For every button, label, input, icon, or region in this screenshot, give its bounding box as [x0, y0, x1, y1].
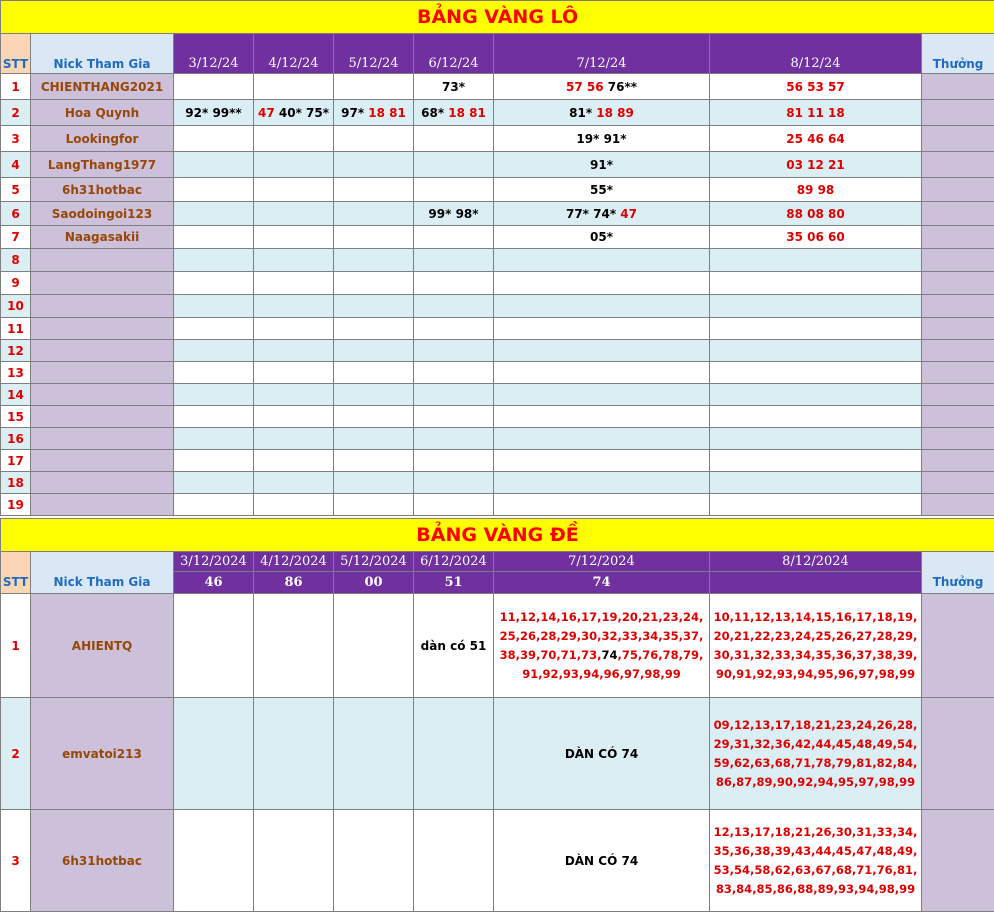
- pick-cell: [414, 295, 494, 318]
- de-leaderboard-table: [0, 518, 994, 912]
- cell-fragment: 77* 74*: [565, 206, 617, 221]
- player-nick: [31, 318, 174, 340]
- pick-cell: [334, 202, 414, 226]
- player-nick: [31, 406, 174, 428]
- table-row: [1, 428, 994, 450]
- pick-cell: [414, 152, 494, 178]
- cell-fragment: 11,12,14,16,17,19,20,21,23,24,25,26,28,29,30,32,33,34,35,37,38,39,70,71,73,: [499, 609, 704, 662]
- pick-cell: [174, 450, 254, 472]
- prize-header: Thưởng: [922, 34, 994, 74]
- cell-fragment: 12,13,17,18,21,26,30,31,33,34,35,36,38,39,43,44,45,47,48,49,53,54,58,62,63,67,68,71,76,81,83,84,85,86,88,89,93,94,98,99: [713, 824, 918, 896]
- result-value: 46: [174, 572, 254, 594]
- pick-cell: [414, 126, 494, 152]
- table-row: [1, 384, 994, 406]
- row-number: 11: [1, 318, 31, 340]
- cell-fragment: 81 11 18: [786, 105, 845, 120]
- pick-cell: [494, 318, 710, 340]
- pick-cell: [254, 152, 334, 178]
- table-row: [1, 450, 994, 472]
- pick-cell: [414, 472, 494, 494]
- pick-cell: [174, 178, 254, 202]
- pick-cell: [174, 494, 254, 516]
- pick-cell: [710, 340, 922, 362]
- prize-cell: [922, 152, 994, 178]
- row-number: 3: [1, 126, 31, 152]
- row-number: 16: [1, 428, 31, 450]
- player-nick: Hoa Quynh: [31, 100, 174, 126]
- pick-cell: [334, 698, 414, 810]
- cell-fragment: 57 56: [565, 79, 604, 94]
- pick-cell: [174, 100, 254, 126]
- pick-cell: [494, 100, 710, 126]
- pick-cell: [494, 698, 710, 810]
- pick-cell: [414, 406, 494, 428]
- row-number: 9: [1, 272, 31, 295]
- pick-cell: [254, 272, 334, 295]
- table-row: [1, 100, 994, 126]
- pick-cell: [334, 295, 414, 318]
- table-row: [1, 472, 994, 494]
- table-row: [1, 340, 994, 362]
- pick-cell: [414, 318, 494, 340]
- player-nick: 6h31hotbac: [31, 810, 174, 912]
- pick-cell: [174, 340, 254, 362]
- date-header: 3/12/24: [174, 34, 254, 74]
- table-row: [1, 226, 994, 249]
- pick-cell: [494, 249, 710, 272]
- pick-cell: [494, 202, 710, 226]
- cell-fragment: 18 89: [592, 105, 634, 120]
- date-header: 8/12/2024: [710, 552, 922, 572]
- pick-cell: [254, 178, 334, 202]
- date-header: 7/12/24: [494, 34, 710, 74]
- cell-fragment: ,75,76,78,79,91,92,93,94,96,97,98,99: [522, 647, 704, 681]
- pick-cell: [254, 318, 334, 340]
- pick-cell: [710, 594, 922, 698]
- cell-fragment: DÀN CÓ 74: [564, 746, 639, 761]
- pick-cell: [174, 810, 254, 912]
- cell-fragment: 88 08 80: [786, 206, 845, 221]
- table-row: [1, 406, 994, 428]
- pick-cell: [710, 100, 922, 126]
- row-number: 14: [1, 384, 31, 406]
- table-row: [1, 594, 994, 698]
- pick-cell: [494, 472, 710, 494]
- pick-cell: [710, 152, 922, 178]
- cell-fragment: 25 46 64: [786, 131, 845, 146]
- row-number: 6: [1, 202, 31, 226]
- pick-cell: [174, 295, 254, 318]
- pick-cell: [710, 450, 922, 472]
- result-value: 74: [494, 572, 710, 594]
- row-number: 19: [1, 494, 31, 516]
- table-row: [1, 249, 994, 272]
- pick-cell: [710, 272, 922, 295]
- pick-cell: [254, 100, 334, 126]
- pick-cell: [414, 698, 494, 810]
- row-number: 15: [1, 406, 31, 428]
- pick-cell: [494, 428, 710, 450]
- date-header: 6/12/24: [414, 34, 494, 74]
- prize-cell: [922, 178, 994, 202]
- pick-cell: [334, 472, 414, 494]
- row-number: 5: [1, 178, 31, 202]
- result-value: 00: [334, 572, 414, 594]
- pick-cell: [494, 152, 710, 178]
- lo-title: BẢNG VÀNG LÔ: [1, 1, 994, 34]
- pick-cell: [414, 384, 494, 406]
- date-header: 5/12/24: [334, 34, 414, 74]
- cell-fragment: 47: [257, 105, 275, 120]
- pick-cell: [414, 249, 494, 272]
- row-number: 10: [1, 295, 31, 318]
- pick-cell: [254, 698, 334, 810]
- pick-cell: [334, 810, 414, 912]
- player-nick: [31, 340, 174, 362]
- cell-fragment: 73*: [442, 79, 465, 94]
- table-row: [1, 152, 994, 178]
- pick-cell: [710, 74, 922, 100]
- pick-cell: [414, 226, 494, 249]
- pick-cell: [174, 318, 254, 340]
- pick-cell: [334, 226, 414, 249]
- cell-fragment: 05*: [590, 230, 613, 244]
- prize-cell: [922, 450, 994, 472]
- result-value: 51: [414, 572, 494, 594]
- row-number: 4: [1, 152, 31, 178]
- pick-cell: [174, 126, 254, 152]
- pick-cell: [334, 340, 414, 362]
- cell-fragment: 18 81: [364, 105, 406, 120]
- date-header: 4/12/24: [254, 34, 334, 74]
- prize-cell: [922, 698, 994, 810]
- player-nick: CHIENTHANG2021: [31, 74, 174, 100]
- pick-cell: [254, 126, 334, 152]
- pick-cell: [174, 698, 254, 810]
- pick-cell: [334, 178, 414, 202]
- player-nick: [31, 450, 174, 472]
- prize-cell: [922, 100, 994, 126]
- player-nick: [31, 472, 174, 494]
- pick-cell: [334, 100, 414, 126]
- pick-cell: [254, 74, 334, 100]
- pick-cell: [414, 450, 494, 472]
- player-nick: Lookingfor: [31, 126, 174, 152]
- player-nick: LangThang1977: [31, 152, 174, 178]
- result-value: [710, 572, 922, 594]
- pick-cell: [710, 406, 922, 428]
- cell-fragment: 55*: [590, 182, 613, 197]
- pick-cell: [710, 362, 922, 384]
- table-row: [1, 698, 994, 810]
- table-row: [1, 494, 994, 516]
- prize-cell: [922, 406, 994, 428]
- player-nick: AHIENTQ: [31, 594, 174, 698]
- pick-cell: [710, 249, 922, 272]
- row-number: 8: [1, 249, 31, 272]
- prize-cell: [922, 74, 994, 100]
- player-nick: [31, 249, 174, 272]
- pick-cell: [174, 472, 254, 494]
- pick-cell: [174, 226, 254, 249]
- pick-cell: [334, 428, 414, 450]
- prize-cell: [922, 594, 994, 698]
- pick-cell: [254, 226, 334, 249]
- pick-cell: [254, 362, 334, 384]
- pick-cell: [494, 594, 710, 698]
- pick-cell: [494, 295, 710, 318]
- pick-cell: [710, 202, 922, 226]
- player-nick: [31, 272, 174, 295]
- date-header: 5/12/2024: [334, 552, 414, 572]
- pick-cell: [174, 272, 254, 295]
- pick-cell: [174, 74, 254, 100]
- table-row: [1, 810, 994, 912]
- prize-cell: [922, 340, 994, 362]
- pick-cell: [254, 594, 334, 698]
- pick-cell: [254, 384, 334, 406]
- cell-fragment: 35 06 60: [786, 230, 845, 244]
- pick-cell: [710, 428, 922, 450]
- de-title: BẢNG VÀNG ĐỀ: [1, 519, 994, 552]
- pick-cell: [334, 406, 414, 428]
- prize-cell: [922, 810, 994, 912]
- pick-cell: [710, 295, 922, 318]
- pick-cell: [414, 494, 494, 516]
- pick-cell: [494, 340, 710, 362]
- player-nick: [31, 362, 174, 384]
- pick-cell: [334, 249, 414, 272]
- cell-fragment: 03 12 21: [786, 157, 845, 172]
- prize-cell: [922, 226, 994, 249]
- pick-cell: [334, 450, 414, 472]
- pick-cell: [710, 472, 922, 494]
- row-number: 1: [1, 594, 31, 698]
- cell-fragment: 81*: [569, 105, 593, 120]
- pick-cell: [710, 226, 922, 249]
- cell-fragment: 74: [601, 647, 618, 662]
- prize-cell: [922, 384, 994, 406]
- pick-cell: [254, 450, 334, 472]
- player-nick: emvatoi213: [31, 698, 174, 810]
- pick-cell: [494, 74, 710, 100]
- pick-cell: [414, 202, 494, 226]
- row-number: 12: [1, 340, 31, 362]
- cell-fragment: 89 98: [796, 182, 835, 197]
- pick-cell: [414, 178, 494, 202]
- table-row: [1, 362, 994, 384]
- table-row: [1, 318, 994, 340]
- pick-cell: [710, 126, 922, 152]
- pick-cell: [254, 472, 334, 494]
- pick-cell: [494, 384, 710, 406]
- stt-header: STT: [1, 34, 31, 74]
- date-header: 6/12/2024: [414, 552, 494, 572]
- cell-fragment: 19* 91*: [576, 131, 627, 146]
- pick-cell: [494, 272, 710, 295]
- date-header: 8/12/24: [710, 34, 922, 74]
- pick-cell: [710, 178, 922, 202]
- pick-cell: [254, 295, 334, 318]
- pick-cell: [494, 362, 710, 384]
- pick-cell: [174, 406, 254, 428]
- prize-cell: [922, 126, 994, 152]
- pick-cell: [254, 249, 334, 272]
- pick-cell: [494, 406, 710, 428]
- pick-cell: [494, 126, 710, 152]
- pick-cell: [710, 810, 922, 912]
- cell-fragment: 76**: [603, 79, 637, 94]
- pick-cell: [334, 152, 414, 178]
- row-number: 13: [1, 362, 31, 384]
- player-nick: [31, 494, 174, 516]
- result-value: 86: [254, 572, 334, 594]
- date-header: 4/12/2024: [254, 552, 334, 572]
- cell-fragment: dàn có 51: [420, 638, 487, 653]
- player-nick: [31, 295, 174, 318]
- stt-header: STT: [1, 552, 31, 594]
- row-number: 2: [1, 100, 31, 126]
- prize-header: Thưởng: [922, 552, 994, 594]
- pick-cell: [254, 810, 334, 912]
- pick-cell: [174, 384, 254, 406]
- cell-fragment: 10,11,12,13,14,15,16,17,18,19,20,21,22,23,24,25,26,27,28,29,30,31,32,33,34,35,36,37,38,39,90,91,92,93,94,95,96,97,98,99: [713, 609, 918, 681]
- pick-cell: [414, 594, 494, 698]
- pick-cell: [334, 494, 414, 516]
- pick-cell: [494, 450, 710, 472]
- nick-header: Nick Tham Gia: [31, 552, 174, 594]
- nick-header: Nick Tham Gia: [31, 34, 174, 74]
- player-nick: Saodoingoi123: [31, 202, 174, 226]
- pick-cell: [414, 428, 494, 450]
- row-number: 1: [1, 74, 31, 100]
- player-nick: Naagasakii: [31, 226, 174, 249]
- pick-cell: [334, 272, 414, 295]
- pick-cell: [414, 810, 494, 912]
- cell-fragment: 40* 75*: [274, 105, 329, 120]
- pick-cell: [254, 406, 334, 428]
- prize-cell: [922, 249, 994, 272]
- pick-cell: [710, 318, 922, 340]
- player-nick: 6h31hotbac: [31, 178, 174, 202]
- pick-cell: [334, 126, 414, 152]
- cell-fragment: 68*: [421, 105, 445, 120]
- cell-fragment: DÀN CÓ 74: [564, 853, 639, 868]
- table-row: [1, 272, 994, 295]
- pick-cell: [710, 698, 922, 810]
- row-number: 2: [1, 698, 31, 810]
- pick-cell: [494, 494, 710, 516]
- pick-cell: [710, 494, 922, 516]
- prize-cell: [922, 494, 994, 516]
- cell-fragment: 92* 99**: [185, 105, 242, 120]
- row-number: 17: [1, 450, 31, 472]
- pick-cell: [254, 202, 334, 226]
- pick-cell: [254, 428, 334, 450]
- row-number: 3: [1, 810, 31, 912]
- row-number: 18: [1, 472, 31, 494]
- pick-cell: [334, 318, 414, 340]
- prize-cell: [922, 428, 994, 450]
- cell-fragment: 99* 98*: [428, 206, 479, 221]
- pick-cell: [414, 362, 494, 384]
- player-nick: [31, 384, 174, 406]
- table-row: [1, 202, 994, 226]
- row-number: 7: [1, 226, 31, 249]
- table-row: [1, 295, 994, 318]
- player-nick: [31, 428, 174, 450]
- table-row: [1, 74, 994, 100]
- prize-cell: [922, 272, 994, 295]
- date-header: 3/12/2024: [174, 552, 254, 572]
- table-row: [1, 178, 994, 202]
- pick-cell: [414, 272, 494, 295]
- pick-cell: [494, 178, 710, 202]
- table-row: [1, 126, 994, 152]
- pick-cell: [174, 428, 254, 450]
- pick-cell: [414, 340, 494, 362]
- pick-cell: [494, 226, 710, 249]
- cell-fragment: 56 53 57: [786, 79, 845, 94]
- pick-cell: [254, 340, 334, 362]
- pick-cell: [710, 384, 922, 406]
- prize-cell: [922, 202, 994, 226]
- date-header: 7/12/2024: [494, 552, 710, 572]
- pick-cell: [334, 362, 414, 384]
- pick-cell: [334, 74, 414, 100]
- pick-cell: [174, 249, 254, 272]
- cell-fragment: 47: [616, 206, 638, 221]
- pick-cell: [174, 152, 254, 178]
- cell-fragment: 18 81: [444, 105, 486, 120]
- pick-cell: [414, 100, 494, 126]
- pick-cell: [174, 202, 254, 226]
- cell-fragment: 91*: [590, 157, 613, 172]
- prize-cell: [922, 472, 994, 494]
- pick-cell: [334, 594, 414, 698]
- pick-cell: [254, 494, 334, 516]
- prize-cell: [922, 362, 994, 384]
- cell-fragment: 97*: [341, 105, 365, 120]
- pick-cell: [494, 810, 710, 912]
- prize-cell: [922, 318, 994, 340]
- pick-cell: [414, 74, 494, 100]
- pick-cell: [174, 362, 254, 384]
- cell-fragment: 09,12,13,17,18,21,23,24,26,28,29,31,32,36,42,44,45,48,49,54,59,62,63,68,71,78,79,81,82,84,86,87,89,90,92,94,95,97,98,99: [713, 717, 918, 789]
- prize-cell: [922, 295, 994, 318]
- pick-cell: [334, 384, 414, 406]
- pick-cell: [174, 594, 254, 698]
